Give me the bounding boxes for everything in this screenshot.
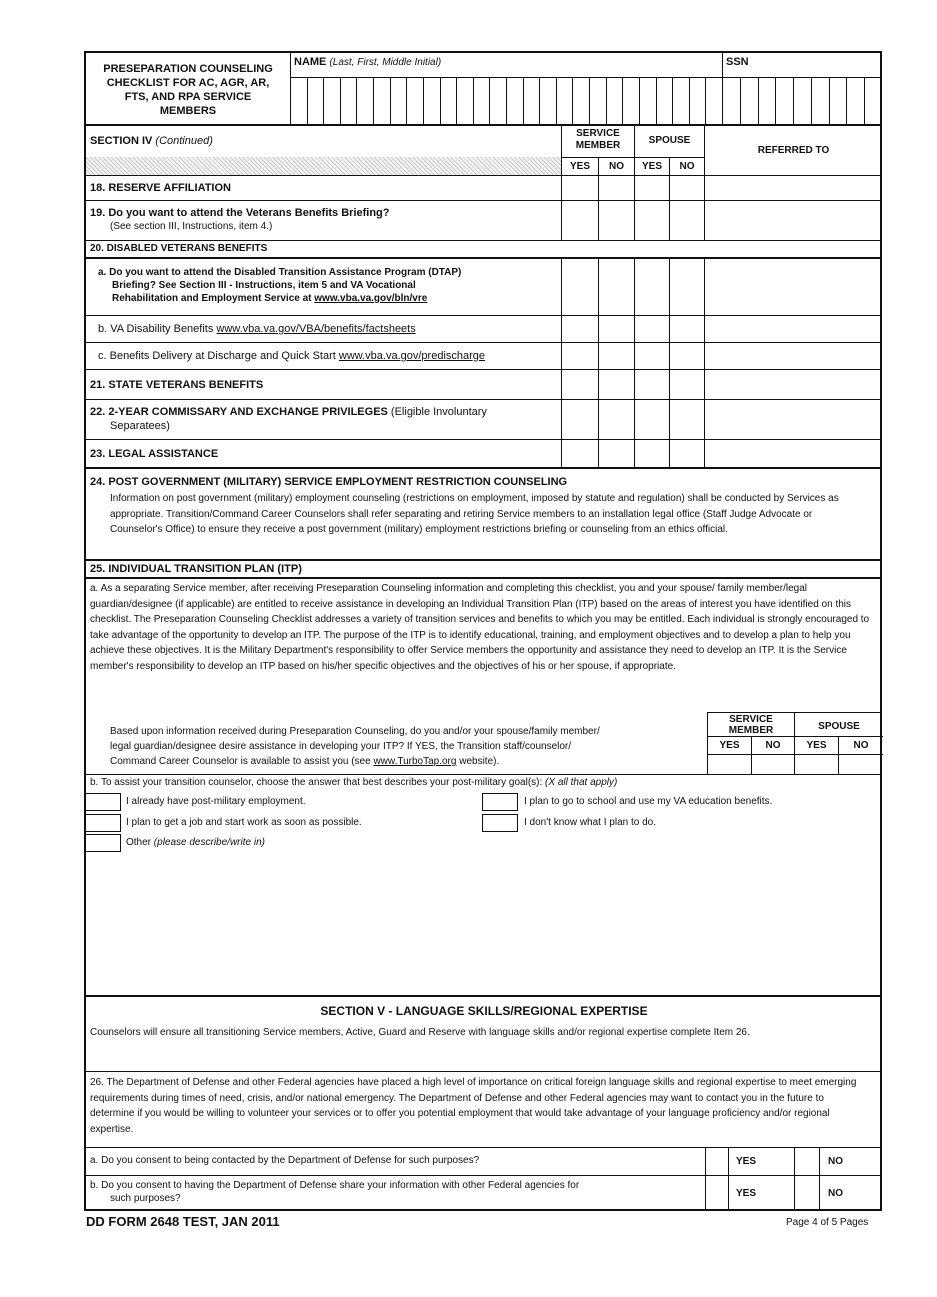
form-title: PRESEPARATION COUNSELING CHECKLIST FOR AC, AGR, AR, FTS, AND RPA SERVICE MEMBERS (103, 63, 273, 117)
itp-sm-no-box[interactable] (752, 755, 793, 774)
item-23-row: 23. LEGAL ASSISTANCE (86, 440, 880, 469)
answer-cell-spouse-yes[interactable] (635, 370, 669, 399)
char-box-divider (423, 78, 424, 125)
itp-spouse-no-box[interactable] (839, 755, 882, 774)
item-25-header: 25. INDIVIDUAL TRANSITION PLAN (ITP) (86, 561, 880, 579)
char-box-divider (740, 78, 741, 125)
answer-cell-spouse-no[interactable] (670, 316, 704, 342)
answer-cell-sm-yes[interactable] (562, 176, 598, 200)
char-box-divider (589, 78, 590, 125)
name-hint: (Last, First, Middle Initial) (329, 57, 442, 68)
char-box-divider (307, 78, 308, 125)
turbotap-link[interactable]: www.TurboTap.org (373, 756, 457, 767)
factsheets-link[interactable]: www.vba.va.gov/VBA/benefits/factsheets (216, 323, 416, 335)
char-box-divider (473, 78, 474, 125)
item-22-row: 22. 2-YEAR COMMISSARY AND EXCHANGE PRIVILEGES (Eligible Involuntary Separatees) (86, 400, 880, 440)
predischarge-link[interactable]: www.vba.va.gov/predischarge (338, 350, 486, 362)
char-box-divider (775, 78, 776, 125)
answer-cell-spouse-no[interactable] (670, 440, 704, 467)
char-box-divider (506, 78, 507, 125)
goal-unknown-checkbox[interactable] (482, 814, 518, 832)
char-box-divider (572, 78, 573, 125)
answer-cell-referred-to[interactable] (705, 370, 882, 399)
answer-cell-sm-yes[interactable] (562, 440, 598, 467)
section-iv-header: SECTION IV (Continued) SERVICE MEMBER SPOUSE YES NO YES NO REFERRED TO (86, 126, 880, 176)
char-box-divider (489, 78, 490, 125)
char-box-divider (539, 78, 540, 125)
char-box-divider (323, 78, 324, 125)
itp-sm-yes-box[interactable] (709, 755, 750, 774)
answer-cell-sm-yes[interactable] (562, 201, 598, 240)
other-write-in-area[interactable] (126, 855, 866, 990)
answer-cell-spouse-yes[interactable] (635, 176, 669, 200)
dod-consent-no-box[interactable] (795, 1148, 820, 1175)
char-box-divider (811, 78, 812, 125)
char-box-divider (705, 78, 706, 125)
char-box-divider (373, 78, 374, 125)
char-box-divider (406, 78, 407, 125)
answer-cell-referred-to[interactable] (705, 440, 882, 467)
answer-cell-spouse-no[interactable] (670, 176, 704, 200)
referred-to-heading: REFERRED TO (757, 145, 830, 156)
answer-cell-spouse-yes[interactable] (635, 440, 669, 467)
itp-answer-grid: SERVICE MEMBER SPOUSE YES NO YES NO (707, 712, 882, 774)
char-box-divider (846, 78, 847, 125)
answer-cell-spouse-no[interactable] (670, 370, 704, 399)
goal-other-checkbox[interactable] (85, 834, 121, 852)
goal-job-checkbox[interactable] (85, 814, 121, 832)
answer-cell-sm-yes[interactable] (562, 259, 598, 315)
char-box-divider (793, 78, 794, 125)
answer-cell-spouse-yes[interactable] (635, 400, 669, 439)
item-20-row: 20. DISABLED VETERANS BENEFITS (86, 241, 880, 259)
name-label: NAME (294, 56, 327, 68)
char-box-divider (390, 78, 391, 125)
char-box-divider (639, 78, 640, 125)
answer-cell-spouse-yes[interactable] (635, 316, 669, 342)
answer-cell-sm-yes[interactable] (562, 400, 598, 439)
page-number: Page 4 of 5 Pages (786, 1217, 869, 1228)
answer-cell-sm-yes[interactable] (562, 343, 598, 369)
answer-cell-referred-to[interactable] (705, 259, 882, 315)
item-26b-row: b. Do you consent to having the Department of Defense share your information with other Federal agencies for such purposes? YES NO (86, 1176, 880, 1211)
checklist-form (84, 51, 882, 1211)
char-box-divider (356, 78, 357, 125)
answer-cell-sm-yes[interactable] (562, 316, 598, 342)
answer-cell-sm-no[interactable] (599, 440, 634, 467)
answer-cell-referred-to[interactable] (705, 201, 882, 240)
char-box-divider (340, 78, 341, 125)
spouse-heading: SPOUSE (648, 135, 691, 146)
answer-cell-sm-no[interactable] (599, 343, 634, 369)
answer-cell-referred-to[interactable] (705, 400, 882, 439)
ssn-label: SSN (726, 56, 749, 68)
char-box-divider (864, 78, 865, 125)
char-box-divider (556, 78, 557, 125)
answer-cell-spouse-yes[interactable] (635, 201, 669, 240)
char-box-divider (672, 78, 673, 125)
answer-cell-spouse-no[interactable] (670, 343, 704, 369)
item-20a-row: a. Do you want to attend the Disabled Transition Assistance Program (DTAP) Briefing? See Section III - Instructions, item 5 and VA Vocational Rehabilitation and Employment Service at www.vba.va.gov/bln/vre (86, 259, 880, 316)
item-25a-row: a. As a separating Service member, after receiving Preseparation Counseling information and completing this checklist, you and your spouse/ family member/legal guardian/designee (if applicable) are entitled to receive assistance in developing an Individual Transition Plan (ITP) based on the areas of interest you have identified on this checklist. The Preseparation Counseling Checklist addresses a variety of transition services and benefits to which you may be entitled. Each individual is strongly encouraged to take advantage of the opportunity to develop an ITP. The purpose of the ITP is to identify educational, training, and employment objectives and to develop a plan to help you achieve these objectives. It is the Military Department's responsibility to offer Service members the opportunity and assistance they need to develop an ITP. It is the Service member's responsibility to develop an ITP based on his/her specific objectives and the objectives of his or her spouse, if appropriate. Based upon information received during Preseparation Counseling, do you and/or your spouse/family member/ legal guardian/designee desire assistance in developing your ITP? If YES, the Transition staff/counselor/ Command Career Counselor is available to assist you (see www.TurboTap.org website). SERVICE MEMBER SPOUSE YES NO YES NO (86, 579, 880, 775)
answer-cell-sm-no[interactable] (599, 201, 634, 240)
answer-cell-sm-no[interactable] (599, 370, 634, 399)
service-member-heading: SERVICE MEMBER (575, 128, 621, 151)
answer-cell-sm-no[interactable] (599, 176, 634, 200)
form-id: DD FORM 2648 TEST, JAN 2011 (86, 1214, 280, 1229)
item-20c-row: c. Benefits Delivery at Discharge and Quick Start www.vba.va.gov/predischarge (86, 343, 880, 370)
share-consent-yes-box[interactable] (706, 1176, 729, 1211)
item-18-row: 18. RESERVE AFFILIATION (86, 176, 880, 201)
item-21-row: 21. STATE VETERANS BENEFITS (86, 370, 880, 400)
char-box-divider (758, 78, 759, 125)
char-box-divider (689, 78, 690, 125)
item-24-row: 24. POST GOVERNMENT (MILITARY) SERVICE EMPLOYMENT RESTRICTION COUNSELING Information on post government (military) employment counseling (restrictions on employment, imposed by statute and regulation) shall be conducted by Services as appropriate. Transition/Command Career Counselors shall refer separating and retiring Service members to an installation legal office (Staff Judge Advocate or Counselor's Office) to ensure they receive a post government (military) employment restrictions briefing or counseling from an ethics official. (86, 469, 880, 561)
answer-cell-spouse-no[interactable] (670, 201, 704, 240)
answer-cell-sm-no[interactable] (599, 259, 634, 315)
char-box-divider (456, 78, 457, 125)
name-input-boxes[interactable] (290, 77, 722, 125)
answer-cell-referred-to[interactable] (705, 176, 882, 200)
char-box-divider (829, 78, 830, 125)
goal-employment-checkbox[interactable] (85, 793, 121, 811)
itp-spouse-yes-box[interactable] (795, 755, 837, 774)
ssn-input-boxes[interactable] (722, 77, 882, 125)
goal-school-checkbox[interactable] (482, 793, 518, 811)
answer-cell-sm-no[interactable] (599, 316, 634, 342)
answer-cell-spouse-no[interactable] (670, 400, 704, 439)
answer-cell-referred-to[interactable] (705, 316, 882, 342)
dod-consent-yes-box[interactable] (706, 1148, 729, 1175)
answer-cell-spouse-no[interactable] (670, 259, 704, 315)
item-19-row: 19. Do you want to attend the Veterans Benefits Briefing? (See section III, Instructions, item 4.) (86, 201, 880, 241)
item-26a-row: a. Do you consent to being contacted by the Department of Defense for such purposes? YES NO (86, 1148, 880, 1176)
char-box-divider (523, 78, 524, 125)
header-row (86, 53, 880, 126)
section-v-header: SECTION V - LANGUAGE SKILLS/REGIONAL EXPERTISE Counselors will ensure all transitioning Service members, Active, Guard and Reserve with language skills and/or regional expertise complete Item 26. (86, 997, 880, 1072)
vre-link[interactable]: www.vba.va.gov/bln/vre (314, 293, 428, 304)
char-box-divider (606, 78, 607, 125)
answer-cell-spouse-yes[interactable] (635, 343, 669, 369)
answer-cell-spouse-yes[interactable] (635, 259, 669, 315)
item-26-row: 26. The Department of Defense and other Federal agencies have placed a high level of importance on critical foreign language skills and regional expertise to meet emerging requirements during times of need, crisis, and/or national emergency. The Department of Defense and other Federal agencies may want to contact you in the future to determine if you would be willing to volunteer your services or to offer you potential employment that would take advantage of your language proficiency and/or regional expertise. (86, 1072, 880, 1148)
item-20b-row: b. VA Disability Benefits www.vba.va.gov/VBA/benefits/factsheets (86, 316, 880, 343)
char-box-divider (622, 78, 623, 125)
answer-cell-sm-no[interactable] (599, 400, 634, 439)
share-consent-no-box[interactable] (795, 1176, 820, 1211)
char-box-divider (440, 78, 441, 125)
answer-cell-referred-to[interactable] (705, 343, 882, 369)
answer-cell-sm-yes[interactable] (562, 370, 598, 399)
char-box-divider (656, 78, 657, 125)
item-25b-row: b. To assist your transition counselor, choose the answer that best describes your post-military goal(s): (X all that apply) I already have post-military employment. I plan to get a job and start work as soon as possible. Other (please describe/write in) I plan to go to school and use my VA education benefits. I don't know what I plan to do. (86, 775, 880, 997)
